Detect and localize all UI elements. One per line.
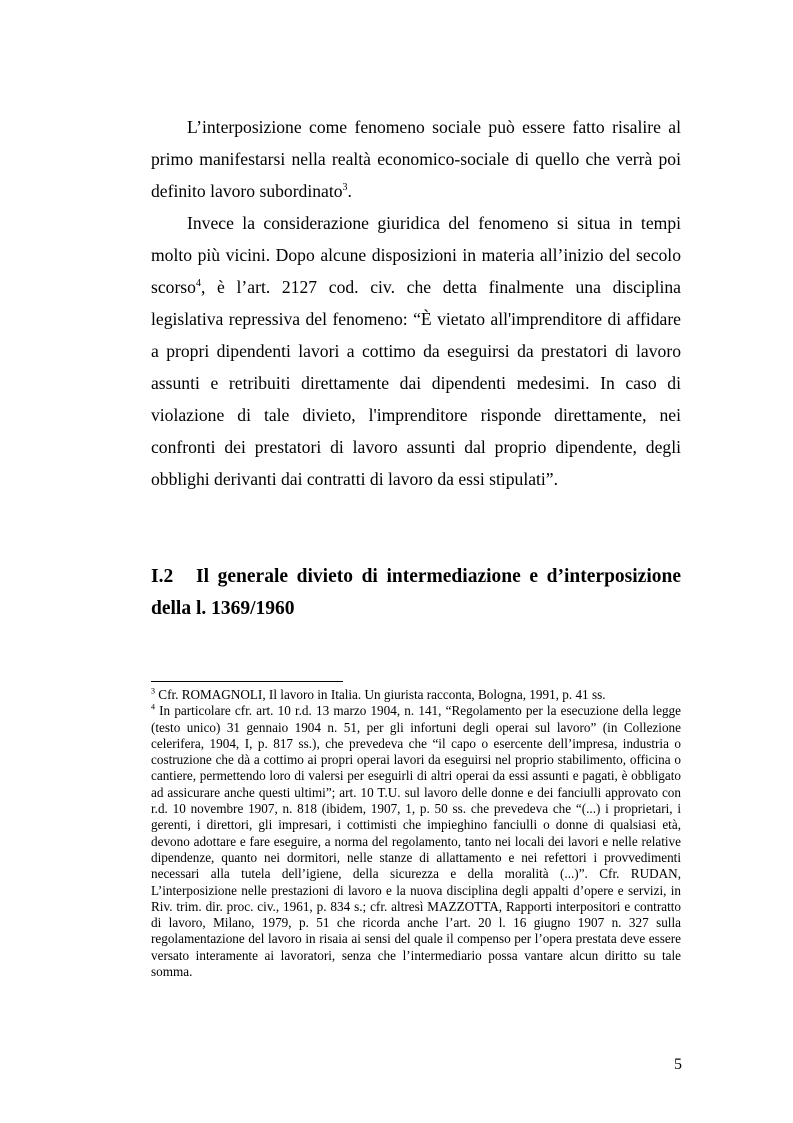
footnote-3 — [151, 687, 681, 703]
paragraph-2-text: Invece la considerazione giuridica del fenomeno si situa in tempi molto più vicini. Dopo alcune disposizioni in materia all’inizio del secolo scorso — [151, 213, 681, 297]
footnote-mark: 3 — [151, 686, 155, 696]
footnote-ref-4[interactable]: 4 — [195, 278, 201, 290]
footnote-text: Cfr. ROMAGNOLI, Il lavoro in Italia. Un giurista racconta, Bologna, 1991, p. 41 ss. — [155, 687, 606, 702]
page-number: 5 — [674, 1056, 682, 1073]
paragraph-1 — [151, 111, 681, 207]
paragraph-1-end: . — [347, 181, 352, 201]
paragraph-2 — [151, 207, 681, 495]
section-number: I.2 — [151, 566, 174, 587]
footnote-mark: 4 — [151, 702, 155, 712]
footnote-text: In particolare cfr. art. 10 r.d. 13 marzo 1904, n. 141, “Regolamento per la esecuzione della legge (testo unico) 31 gennaio 1904 n. 51, per gli infortuni degli operai sul lavoro” (in Collezione celerifera, 1904, I, p. 817 ss.), che prevedeva che “il capo o esercente dell’impresa, industria o costruzione che dà a cottimo ai propri operai lavori da eseguirsi nel proprio stabilimento, officina o cantiere, permettendo loro di valersi per eseguirli di altri operai da essi assunti e pagati, è obbligato ad assicurare anche questi ultimi”; art. 10 T.U. sul lavoro delle donne e dei fanciulli approvato con r.d. 10 novembre 1907, n. 818 (ibidem, 1907, 1, p. 50 ss. che prevedeva che “(...) i proprietari, i gerenti, i direttori, gli impresari, i cottimisti che impieghino fanciulli o donne di qualsiasi età, devono adottare e fare eseguire, a norma del regolamento, tanto nei locali dei lavori e nelle relative dipendenze, quanto nei dormitori, nelle stanze di allattamento e nei refettori i provvedimenti necessari alla tutela dell’igiene, della sicurezza e della moralità (...)”. Cfr. RUDAN, L’interposizione nelle prestazioni di lavoro e la nuova disciplina degli appalti d’opere e servizi, in Riv. trim. dir. proc. civ., 1961, p. 834 s.; cfr. altresì MAZZOTTA, Rapporti interpositori e contratto di lavoro, Milano, 1979, p. 51 che ricorda anche l’art. 20 l. 16 giugno 1907 n. 327 sulla regolamentazione del lavoro in risaia ai sensi del quale il compenso per l’opera prestata deve essere versato interamente ai lavoratori, senza che l’intermediario possa vantare alcun diritto su tale somma. — [151, 703, 681, 980]
paragraph-1-text: L’interposizione come fenomeno sociale può essere fatto risalire al primo manifestarsi nella realtà economico-sociale di quello che verrà poi definito lavoro subordinato — [151, 117, 681, 201]
footnote-4 — [151, 703, 681, 980]
footnote-ref-3[interactable]: 3 — [342, 182, 348, 194]
section-heading — [151, 561, 681, 625]
footnote-separator — [151, 681, 343, 682]
paragraph-2-rest: , è l’art. 2127 cod. civ. che detta finalmente una disciplina legislativa repressiva del fenomeno: “È vietato all'imprenditore di affidare a propri dipendenti lavori a cottimo da eseguirsi da prestatori di lavoro assunti e retribuiti direttamente dai dipendenti medesimi. In caso di violazione di tale divieto, l'imprenditore risponde direttamente, nei confronti dei prestatori di lavoro assunti dal proprio dipendente, degli obblighi derivanti dai contratti di lavoro da essi stipulati”. — [151, 277, 681, 489]
footnotes — [151, 687, 681, 980]
section-title: Il generale divieto di intermediazione e d’interposizione della l. 1369/1960 — [151, 566, 681, 619]
